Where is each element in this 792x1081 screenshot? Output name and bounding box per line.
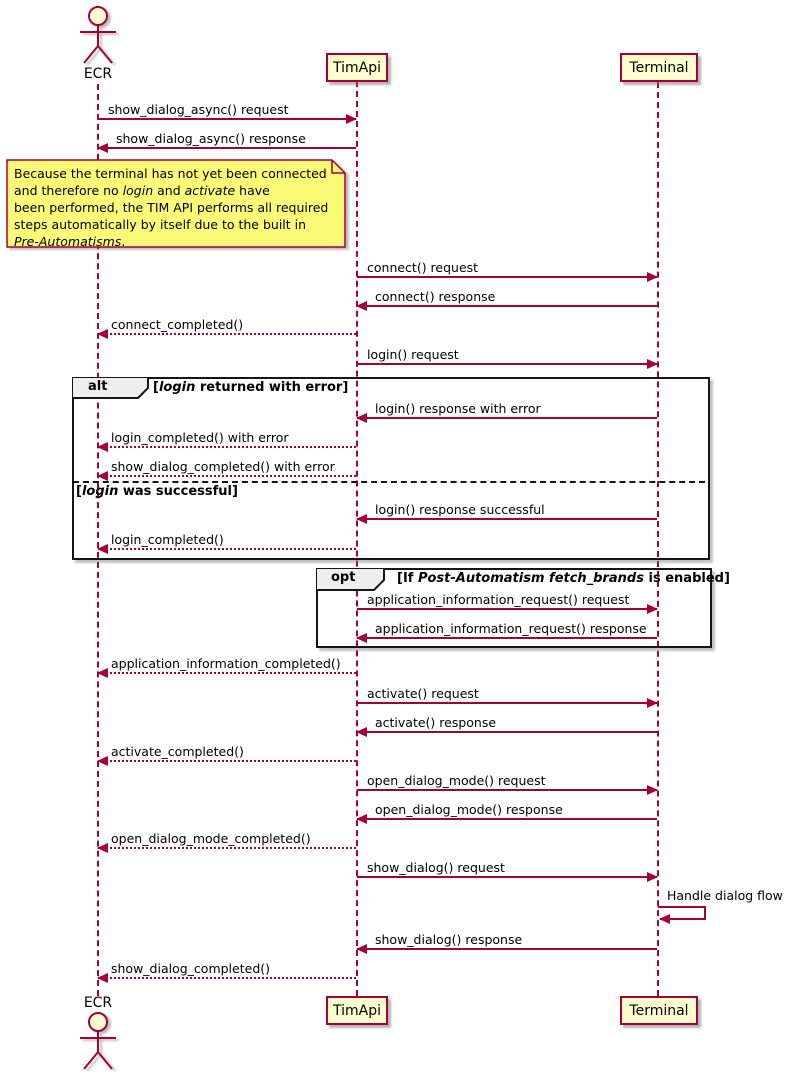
- alt-frame: [72, 377, 710, 560]
- note-line: Pre-Automatisms.: [14, 234, 126, 249]
- message-login-request: [357, 347, 657, 365]
- message-label: show_dialog_completed() with error: [111, 459, 335, 474]
- message-label: show_dialog() response: [375, 932, 523, 947]
- participant-name: Terminal: [629, 1002, 689, 1019]
- message-label: open_dialog_mode() response: [375, 802, 563, 817]
- message-label: show_dialog_async() request: [108, 102, 289, 117]
- message-show-dialog-response: [357, 932, 657, 950]
- message-label: show_dialog_completed(): [111, 961, 271, 976]
- message-label: show_dialog_async() response: [116, 131, 306, 146]
- message-label: application_information_completed(): [111, 656, 341, 671]
- message-open-dialog-mode-request: [357, 773, 657, 791]
- self-message-label: Handle dialog flow: [667, 888, 783, 903]
- participant-name: TimApi: [332, 1002, 381, 1019]
- message-application-information-completed: [98, 656, 356, 674]
- note-line: steps automatically by itself due to the built in: [14, 217, 307, 232]
- message-open-dialog-mode-response: [357, 802, 657, 820]
- participant-timapi-top: [326, 53, 388, 82]
- participant-timapi-bottom: [326, 996, 388, 1025]
- participant-terminal-top: [620, 53, 698, 82]
- message-label: show_dialog() request: [367, 860, 505, 875]
- participant-name: TimApi: [332, 59, 381, 76]
- message-label: activate() response: [375, 715, 497, 730]
- message-connect-request: [357, 260, 657, 278]
- message-label: activate() request: [367, 686, 479, 701]
- actor-label-ecr-bottom: ECR: [83, 995, 113, 1011]
- message-activate-completed: [98, 744, 356, 762]
- message-label: application_information_request() response: [375, 621, 647, 636]
- message-label: connect_completed(): [111, 317, 244, 332]
- message-activate-response: [357, 715, 657, 733]
- alt-condition: [login returned with error]: [153, 380, 349, 395]
- message-show-dialog-async-request: [98, 102, 356, 120]
- note-line: and therefore no login and activate have: [14, 183, 270, 198]
- message-open-dialog-mode-completed: [98, 831, 356, 849]
- message-label: application_information_request() request: [367, 592, 630, 607]
- alt-divider: [73, 481, 705, 483]
- alt-keyword: alt: [88, 379, 108, 394]
- self-message-return: [660, 918, 704, 920]
- actor-figure-top: [75, 4, 121, 66]
- opt-keyword: opt: [331, 570, 356, 585]
- message-show-dialog-async-response: [98, 131, 356, 149]
- message-label: open_dialog_mode() request: [367, 773, 546, 788]
- participant-terminal-bottom: [620, 996, 698, 1025]
- actor-label-ecr-top: ECR: [83, 66, 113, 82]
- message-label: connect() request: [367, 260, 479, 275]
- message-activate-request: [357, 686, 657, 704]
- message-label: login_completed(): [111, 532, 224, 547]
- note-line: been performed, the TIM API performs all required: [14, 200, 329, 215]
- message-label: login_completed() with error: [111, 430, 289, 445]
- message-label: login() response successful: [375, 502, 545, 517]
- alt-frame-label-shape: [72, 377, 150, 399]
- alt-divider-label: [login was successful]: [76, 484, 238, 499]
- actor-figure-bottom: [75, 1012, 121, 1074]
- message-connect-response: [357, 289, 657, 307]
- message-label: connect() response: [375, 289, 496, 304]
- message-show-dialog-request: [357, 860, 657, 878]
- note: [14, 165, 328, 250]
- participant-name: Terminal: [629, 59, 689, 76]
- message-label: open_dialog_mode_completed(): [111, 831, 311, 846]
- message-show-dialog-completed: [98, 961, 356, 979]
- opt-condition: [If Post-Automatism fetch_brands is enabled]: [397, 571, 730, 586]
- message-label: login() response with error: [375, 401, 541, 416]
- message-label: login() request: [367, 347, 459, 362]
- note-line: Because the terminal has not yet been connected: [14, 166, 327, 181]
- message-label: activate_completed(): [111, 744, 244, 759]
- message-connect-completed: [98, 317, 356, 335]
